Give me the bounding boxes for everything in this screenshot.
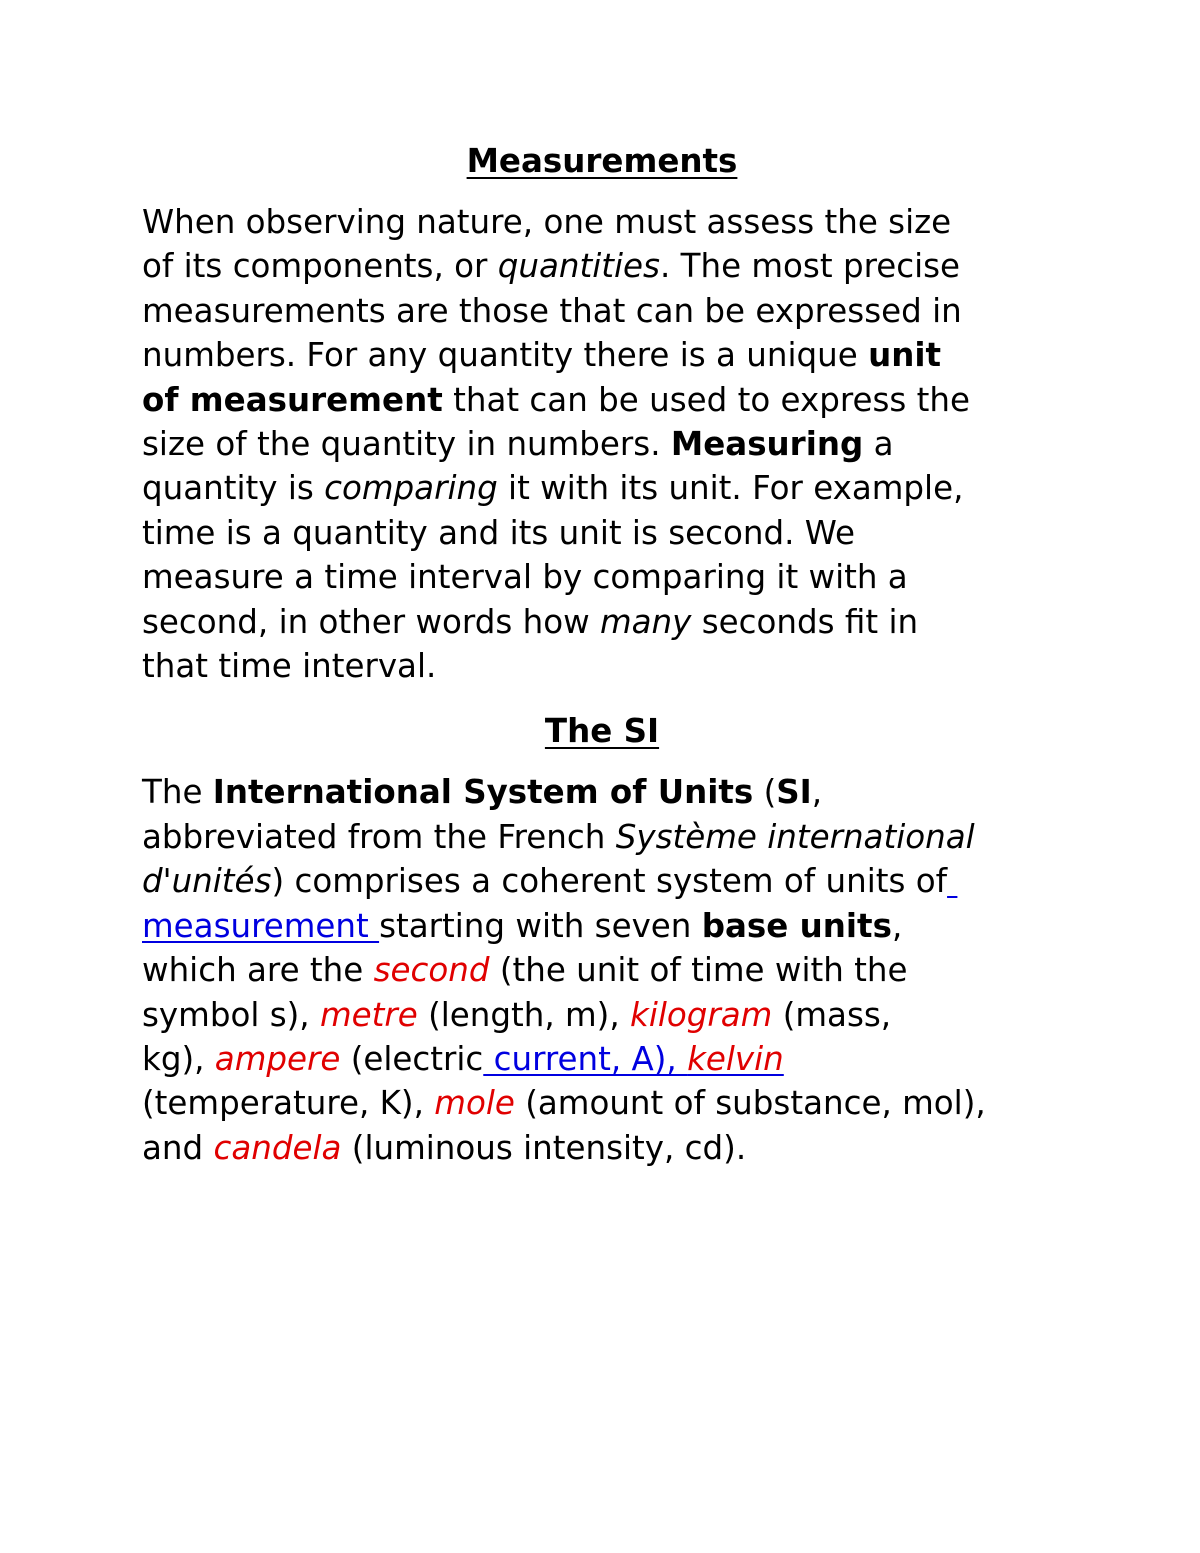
text-run: abbreviated from the French — [142, 817, 616, 856]
text-run: symbol s), — [142, 995, 320, 1034]
text-run: and — [142, 1128, 214, 1167]
text-run: which are the — [142, 951, 374, 990]
text-run: a — [863, 425, 894, 464]
term-base-units: base units — [701, 906, 892, 945]
text-run: The — [142, 773, 213, 812]
text-line — [142, 511, 1062, 555]
text-run: that time interval. — [142, 647, 437, 686]
text-run: (length, m), — [417, 995, 631, 1034]
paragraph-the-si — [142, 770, 1062, 1170]
text-run: , — [891, 906, 903, 945]
unit-ampere: ampere — [214, 1039, 341, 1078]
unit-kelvin-link[interactable]: kelvin — [687, 1039, 784, 1078]
term-many: many — [599, 602, 692, 641]
text-run: ) comprises a coherent system of units of — [271, 862, 948, 901]
text-run: (mass, — [772, 995, 892, 1034]
text-run: numbers. For any quantity there is a unique — [142, 336, 869, 375]
text-run: second, in other words how — [142, 602, 600, 641]
text-line — [142, 555, 1062, 599]
text-run: kg), — [142, 1039, 215, 1078]
text-line — [142, 422, 1062, 466]
term-si: SI — [776, 773, 812, 812]
term-quantities: quantities — [497, 247, 660, 286]
text-run: quantity is — [142, 469, 325, 508]
document-body — [142, 136, 1062, 1170]
text-line — [142, 644, 1062, 688]
text-line — [142, 244, 1062, 288]
text-line — [142, 770, 1062, 814]
text-line — [142, 600, 1062, 644]
text-line — [142, 1081, 1062, 1125]
term-international-system-of-units: International System of Units — [212, 773, 754, 812]
text-line — [142, 993, 1062, 1037]
term-unit: unit — [868, 336, 942, 375]
term-of-measurement: of measurement — [142, 380, 443, 419]
term-comparing: comparing — [324, 469, 498, 508]
text-run: starting with seven — [379, 906, 702, 945]
text-line — [142, 378, 1062, 422]
text-line — [142, 859, 1062, 903]
text-run: (amount of substance, mol), — [514, 1084, 986, 1123]
text-run: . The most precise — [659, 247, 961, 286]
text-line — [142, 1126, 1062, 1170]
link-units-of-measurement[interactable]: measurement — [142, 906, 380, 945]
text-run: (luminous intensity, cd). — [341, 1128, 747, 1167]
text-line — [142, 815, 1062, 859]
text-run: it with its unit. For example, — [497, 469, 964, 508]
term-systeme-international: Système international — [615, 817, 975, 856]
unit-mole: mole — [434, 1084, 515, 1123]
text-line — [142, 466, 1062, 510]
paragraph-measurements — [142, 200, 1062, 688]
text-run: size of the quantity in numbers. — [142, 425, 671, 464]
link-units-of-measurement-space[interactable] — [947, 862, 957, 900]
text-line — [142, 289, 1062, 333]
text-line — [142, 904, 1062, 948]
text-run: ( — [753, 773, 777, 812]
text-run: measure a time interval by comparing it with a — [142, 558, 908, 597]
heading-the-si: The SI — [544, 712, 660, 751]
text-run: (the unit of time with the — [489, 951, 908, 990]
text-run: measurements are those that can be expressed in — [142, 291, 962, 330]
text-run: (electric — [340, 1039, 484, 1078]
link-electric-current[interactable]: current, A), — [483, 1039, 688, 1078]
unit-metre: metre — [319, 995, 418, 1034]
text-run: of its components, or — [142, 247, 498, 286]
unit-second: second — [373, 951, 490, 990]
text-run: that can be used to express the — [442, 380, 971, 419]
text-line — [142, 1037, 1062, 1081]
text-line — [142, 948, 1062, 992]
text-run: time is a quantity and its unit is second. We — [142, 513, 856, 552]
text-run: (temperature, K), — [142, 1084, 435, 1123]
term-dunites: d'unités — [142, 862, 272, 901]
text-run: seconds fit in — [691, 602, 919, 641]
text-run: When observing nature, one must assess the size — [142, 203, 952, 241]
unit-kilogram: kilogram — [630, 995, 773, 1034]
unit-candela: candela — [213, 1128, 342, 1167]
heading-measurements: Measurements — [466, 142, 738, 180]
term-measuring: Measuring — [670, 425, 864, 464]
text-run: , — [811, 773, 823, 812]
text-line — [142, 333, 1062, 377]
text-line — [142, 200, 1062, 244]
